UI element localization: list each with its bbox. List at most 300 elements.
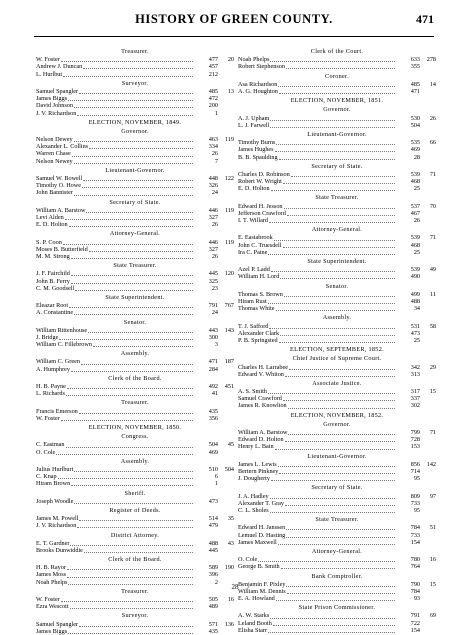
candidate-name: L. Richards	[36, 390, 65, 398]
dot-leader	[79, 622, 193, 627]
vote-count: 571	[208, 620, 218, 628]
dot-leader	[79, 89, 193, 94]
vote-count: 154	[410, 538, 420, 546]
result-row	[238, 56, 436, 63]
vote-count: 531	[410, 322, 420, 330]
candidate-name: E. D. Holton	[238, 185, 270, 193]
majority: 66	[429, 139, 436, 147]
candidate-name: Moses B. Butterfield	[36, 245, 88, 253]
section-heading: Governor.	[323, 420, 351, 428]
vote-count: 457	[208, 63, 218, 71]
dot-leader	[89, 247, 193, 252]
section-heading: Sheriff.	[124, 489, 146, 497]
dot-leader	[89, 144, 193, 149]
result-row	[238, 507, 436, 514]
dot-leader	[74, 499, 193, 504]
vote-count: 6	[214, 473, 218, 481]
candidate-name: Asa Richardson	[238, 80, 278, 88]
vote-count: 24	[211, 309, 218, 317]
vote-count: 200	[208, 102, 218, 110]
result-row	[238, 539, 436, 546]
vote-count: 337	[410, 395, 420, 403]
dot-leader	[270, 508, 395, 513]
result-row	[238, 461, 436, 468]
vote-count: 7	[214, 157, 218, 165]
result-row	[238, 203, 436, 210]
vote-count: 326	[208, 182, 218, 190]
dot-leader	[287, 211, 395, 216]
vote-count: 489	[208, 603, 218, 611]
dot-leader	[268, 389, 395, 394]
result-row	[36, 628, 234, 635]
candidate-name: Benjamin F. Pixley	[238, 580, 286, 588]
dot-leader	[288, 404, 395, 409]
vote-count: 469	[410, 146, 420, 154]
vote-count: 154	[410, 626, 420, 634]
dot-leader	[69, 303, 193, 308]
dot-leader	[79, 516, 193, 521]
vote-count: 25	[413, 248, 420, 256]
vote-count: 764	[410, 563, 420, 571]
candidate-name: C. Knap	[36, 473, 57, 481]
result-row	[238, 63, 436, 70]
section-heading: Assembly.	[322, 314, 352, 322]
result-row	[238, 115, 436, 122]
vote-count: 791	[208, 302, 218, 310]
result-row	[238, 500, 436, 507]
result-row	[238, 273, 436, 280]
vote-count: 468	[410, 178, 420, 186]
candidate-name: W. Foster	[36, 596, 60, 604]
dot-leader	[93, 342, 193, 347]
vote-count: 3	[214, 341, 218, 349]
footer-signature: 28	[231, 583, 239, 591]
vote-count: 714	[410, 468, 420, 475]
dot-leader	[280, 331, 395, 336]
dot-leader	[274, 236, 395, 241]
candidate-name: Thomas White	[238, 305, 275, 313]
candidate-name: Nelson Dewey	[36, 136, 73, 144]
candidate-name: James Moss	[36, 571, 67, 579]
vote-count: 784	[410, 587, 420, 595]
section-heading: Secretary of State.	[311, 162, 363, 170]
dot-leader	[71, 254, 193, 259]
dot-leader	[68, 96, 193, 101]
dot-leader	[63, 72, 193, 77]
section-heading: Register of Deeds.	[109, 506, 161, 514]
section-heading: Treasurer.	[121, 48, 149, 55]
dot-leader	[68, 629, 193, 634]
vote-count: 23	[211, 284, 218, 292]
dot-leader	[279, 338, 395, 343]
vote-count: 446	[208, 238, 218, 246]
candidate-name: Edward V. Whiton	[238, 370, 284, 378]
candidate-name: Robert W. Wright	[238, 178, 282, 186]
dot-leader	[86, 208, 193, 213]
candidate-name: A. Constantine	[36, 309, 74, 317]
vote-count: 2	[214, 578, 218, 586]
vote-count: 856	[410, 460, 420, 468]
vote-count: 514	[208, 515, 218, 523]
dot-leader	[72, 152, 193, 157]
candidate-name: A. S. Smith	[238, 388, 267, 396]
majority: 190	[224, 564, 234, 572]
result-row	[238, 402, 436, 409]
vote-count: 25	[413, 185, 420, 193]
dot-leader	[275, 147, 395, 152]
vote-count: 95	[413, 475, 420, 483]
candidate-name: John Bannister	[36, 189, 73, 197]
candidate-name: Hiram Brown	[36, 480, 71, 488]
vote-count: 327	[208, 245, 218, 253]
result-row	[238, 563, 436, 570]
vote-count: 313	[410, 370, 420, 378]
candidate-name: Charles H. Larrabee	[238, 363, 288, 371]
majority: 119	[224, 206, 234, 214]
section-heading: District Attorney.	[110, 531, 160, 539]
result-row	[238, 524, 436, 531]
vote-count: 317	[410, 388, 420, 396]
section-heading: ELECTION, NOVEMBER, 1851.	[290, 97, 384, 105]
vote-count: 780	[410, 556, 420, 564]
dot-leader	[279, 469, 395, 474]
result-row	[36, 466, 234, 473]
dot-leader	[291, 172, 395, 177]
vote-count: 467	[410, 209, 420, 217]
majority: 451	[224, 383, 234, 391]
vote-count: 445	[208, 270, 218, 278]
majority: 45	[227, 441, 234, 449]
candidate-name: Noah Phelps	[238, 56, 270, 64]
candidate-name: J. F. Fairchild	[36, 270, 70, 278]
majority: 71	[429, 170, 436, 178]
section-heading: Treasurer.	[121, 399, 149, 407]
dot-leader	[74, 467, 193, 472]
candidate-name: Ira C. Paine	[238, 248, 268, 256]
section-heading: Governor.	[323, 106, 351, 114]
candidate-name: Alexander L. Collins	[36, 143, 89, 151]
section-heading: Coroner.	[325, 72, 349, 80]
dot-leader	[279, 155, 395, 160]
result-row	[238, 146, 436, 153]
vote-count: 492	[208, 383, 218, 391]
dot-leader	[58, 474, 193, 479]
candidate-name: A. W. Starks	[238, 612, 270, 620]
result-row	[36, 449, 234, 456]
result-row	[238, 291, 436, 298]
result-row	[238, 595, 436, 602]
candidate-name: E. D. Holton	[36, 221, 68, 229]
candidate-name: Eleazar Root	[36, 302, 69, 310]
vote-count: 733	[410, 499, 420, 507]
vote-count: 1	[214, 480, 218, 488]
candidate-name: C. Eastman	[36, 441, 65, 449]
dot-leader	[283, 243, 396, 248]
dot-leader	[273, 621, 395, 626]
dot-leader	[71, 481, 193, 486]
result-row	[238, 210, 436, 217]
vote-count: 479	[208, 522, 218, 530]
dot-leader	[66, 391, 193, 396]
vote-count: 537	[410, 202, 420, 210]
majority: 29	[429, 363, 436, 371]
vote-count: 728	[410, 436, 420, 444]
section-heading: State Treasurer.	[315, 194, 359, 202]
result-row	[36, 408, 234, 415]
section-heading: ELECTION, NOVEMBER, 1850.	[88, 424, 182, 432]
candidate-name: Julius Hurlburt	[36, 465, 74, 473]
result-row	[36, 56, 234, 63]
dot-leader	[74, 310, 193, 315]
dot-leader	[268, 250, 395, 255]
result-row	[36, 327, 234, 334]
candidate-name: C. M. Goodsell	[36, 284, 75, 292]
dot-leader	[77, 523, 193, 528]
majority: 49	[429, 266, 436, 274]
result-row	[238, 88, 436, 95]
result-row	[238, 371, 436, 378]
majority: 43	[227, 539, 234, 547]
candidate-name: William Rittenhouse	[36, 326, 88, 334]
candidate-name: James L. Lewis	[238, 460, 277, 468]
result-row	[238, 620, 436, 627]
dot-leader	[284, 204, 395, 209]
majority: 142	[426, 460, 436, 468]
section-heading: Clerk of the Court.	[310, 48, 364, 55]
dot-leader	[82, 183, 193, 188]
majority: 504	[224, 465, 234, 473]
candidate-name: E. Eastabrook	[238, 234, 273, 242]
result-row	[36, 441, 234, 448]
result-row	[238, 178, 436, 185]
candidate-name: Edward H. Jesson	[238, 202, 283, 210]
vote-count: 722	[410, 619, 420, 627]
dot-leader	[285, 437, 395, 442]
result-row	[238, 266, 436, 273]
result-row	[36, 278, 234, 285]
vote-count: 26	[211, 252, 218, 260]
dot-leader	[275, 445, 395, 450]
candidate-name: William C. Green	[36, 358, 80, 366]
vote-count: 443	[208, 326, 218, 334]
vote-count: 473	[208, 497, 218, 505]
result-row	[238, 443, 436, 450]
majority: 187	[224, 358, 234, 366]
result-row	[238, 298, 436, 305]
candidate-name: Samuel W. Bowell	[36, 175, 83, 183]
dot-leader	[258, 557, 395, 562]
section-heading: ELECTION, SEPTEMBER, 1852.	[290, 346, 384, 354]
vote-count: 26	[211, 150, 218, 158]
page-number: 471	[416, 12, 434, 26]
result-row	[36, 110, 234, 117]
dot-leader	[279, 89, 395, 94]
candidate-name: William M. Dennis	[238, 587, 286, 595]
result-row	[36, 214, 234, 221]
dot-leader	[286, 525, 395, 530]
dot-leader	[67, 573, 193, 578]
candidate-name: J. V. Richardson	[36, 109, 77, 117]
candidate-name: J. Dougherty	[238, 475, 270, 483]
section-heading: Assembly.	[120, 457, 150, 465]
result-row	[36, 151, 234, 158]
vote-count: 535	[410, 139, 420, 147]
dot-leader	[276, 140, 395, 145]
candidate-name: T. J. Safford	[238, 322, 269, 330]
left-column	[36, 46, 234, 635]
result-row	[36, 71, 234, 78]
candidate-name: Robert Stephenson	[238, 63, 285, 71]
majority: 119	[224, 136, 234, 144]
candidate-name: Charles D. Robinson	[238, 170, 290, 178]
candidate-name: Levi Alden	[36, 214, 64, 222]
candidate-name: O. Cole	[36, 448, 56, 456]
candidate-name: David Johnson	[36, 102, 73, 110]
majority: 767	[224, 302, 234, 310]
section-heading: State Prison Commissioner.	[298, 604, 376, 612]
dot-leader	[286, 533, 395, 538]
vote-count: 799	[410, 429, 420, 437]
vote-count: 510	[208, 465, 218, 473]
candidate-name: Henry L. Bain	[238, 443, 274, 451]
candidate-name: P. B. Springsted	[238, 336, 278, 344]
vote-count: 589	[208, 564, 218, 572]
vote-count: 1	[214, 109, 218, 117]
section-heading: Senator.	[325, 282, 349, 290]
dot-leader	[270, 614, 395, 619]
vote-count: 396	[208, 571, 218, 579]
candidate-name: George B. Smith	[238, 563, 280, 571]
vote-count: 41	[211, 390, 218, 398]
section-heading: Chief Justice of Supreme Court.	[292, 355, 382, 363]
majority: 70	[429, 202, 436, 210]
candidate-name: L. Hurlbut	[36, 70, 63, 78]
dot-leader	[71, 367, 193, 372]
vote-count: 485	[208, 87, 218, 95]
result-row	[238, 305, 436, 312]
section-heading: Attorney-General.	[109, 230, 161, 238]
candidate-name: James M. Powell	[36, 515, 79, 523]
vote-count: 471	[208, 358, 218, 366]
dot-leader	[77, 111, 193, 116]
result-row	[36, 564, 234, 571]
header-rule	[34, 36, 434, 37]
candidate-name: Jefferson Crawford	[238, 209, 286, 217]
dot-leader	[276, 306, 396, 311]
dot-leader	[71, 271, 193, 276]
dot-leader	[271, 267, 395, 272]
vote-count: 327	[208, 214, 218, 222]
result-row	[36, 334, 234, 341]
result-row	[238, 234, 436, 241]
candidate-name: Timothy Burns	[238, 139, 276, 147]
majority: 14	[429, 80, 436, 88]
section-heading: Senator.	[123, 318, 147, 326]
majority: 143	[224, 326, 234, 334]
result-row	[238, 436, 436, 443]
section-heading: Associate Justice.	[312, 379, 362, 387]
vote-count: 34	[413, 305, 420, 313]
result-row	[36, 341, 234, 348]
candidate-name: William C. Fillebrown	[36, 341, 92, 349]
candidate-name: J. V. Richardson	[36, 522, 77, 530]
result-row	[238, 185, 436, 192]
dot-leader	[271, 476, 395, 481]
majority: 13	[227, 87, 234, 95]
section-heading: Surveyor.	[121, 612, 149, 620]
dot-leader	[271, 186, 395, 191]
section-heading: Lieutenant-Governor.	[105, 166, 165, 174]
result-row	[36, 63, 234, 70]
vote-count: 463	[208, 136, 218, 144]
result-row	[238, 249, 436, 256]
candidate-name: Lemuel D. Hasting	[238, 531, 286, 539]
dot-leader	[289, 365, 395, 370]
vote-count: 469	[208, 448, 218, 456]
dot-leader	[269, 324, 395, 329]
dot-leader	[74, 103, 193, 108]
dot-leader	[65, 215, 193, 220]
dot-leader	[84, 548, 193, 553]
vote-count: 93	[413, 595, 420, 603]
result-row	[36, 621, 234, 628]
majority: 71	[429, 234, 436, 242]
vote-count: 325	[208, 277, 218, 285]
dot-leader	[268, 628, 395, 633]
vote-count: 499	[410, 290, 420, 298]
candidate-name: Alexander T. Gray	[238, 499, 284, 507]
result-row	[36, 239, 234, 246]
candidate-name: Elisha Starr	[238, 626, 268, 634]
candidate-name: Bertern Pinkney	[238, 468, 279, 475]
dot-leader	[276, 596, 395, 601]
candidate-name: William H. Lord	[238, 273, 280, 281]
result-row	[238, 532, 436, 539]
vote-count: 488	[410, 297, 420, 305]
result-row	[238, 139, 436, 146]
candidate-name: H. B. Rayor	[36, 564, 66, 572]
section-heading: Secretary of State.	[109, 198, 161, 206]
vote-count: 539	[410, 170, 420, 178]
result-row	[36, 358, 234, 365]
dot-leader	[278, 462, 395, 467]
section-heading: Governor.	[121, 127, 149, 135]
candidate-name: W. Foster	[36, 414, 60, 422]
page-title: HISTORY OF GREEN COUNTY.	[135, 12, 333, 26]
candidate-name: John C. Truesdell	[238, 241, 282, 249]
result-row	[36, 189, 234, 196]
dot-leader	[74, 137, 193, 142]
dot-leader	[288, 430, 395, 435]
majority: 97	[429, 492, 436, 500]
vote-count: 28	[413, 153, 420, 161]
section-heading: Lieutenant-Governor.	[307, 130, 367, 138]
vote-count: 26	[413, 217, 420, 225]
result-row	[36, 480, 234, 487]
section-heading: Lieutenant-Governor.	[307, 452, 367, 460]
vote-count: 356	[208, 414, 218, 422]
dot-leader	[74, 191, 193, 196]
result-row	[238, 475, 436, 482]
section-heading: Congress.	[121, 433, 149, 441]
section-heading: ELECTION, NOVEMBER, 1852.	[290, 411, 384, 419]
dot-leader	[67, 565, 193, 570]
vote-count: 485	[410, 80, 420, 88]
candidate-name: H. B. Payne	[36, 383, 66, 391]
candidate-name: Samuel Spangler	[36, 620, 79, 628]
dot-leader	[278, 540, 395, 545]
candidate-name: James Hughes	[238, 146, 274, 154]
